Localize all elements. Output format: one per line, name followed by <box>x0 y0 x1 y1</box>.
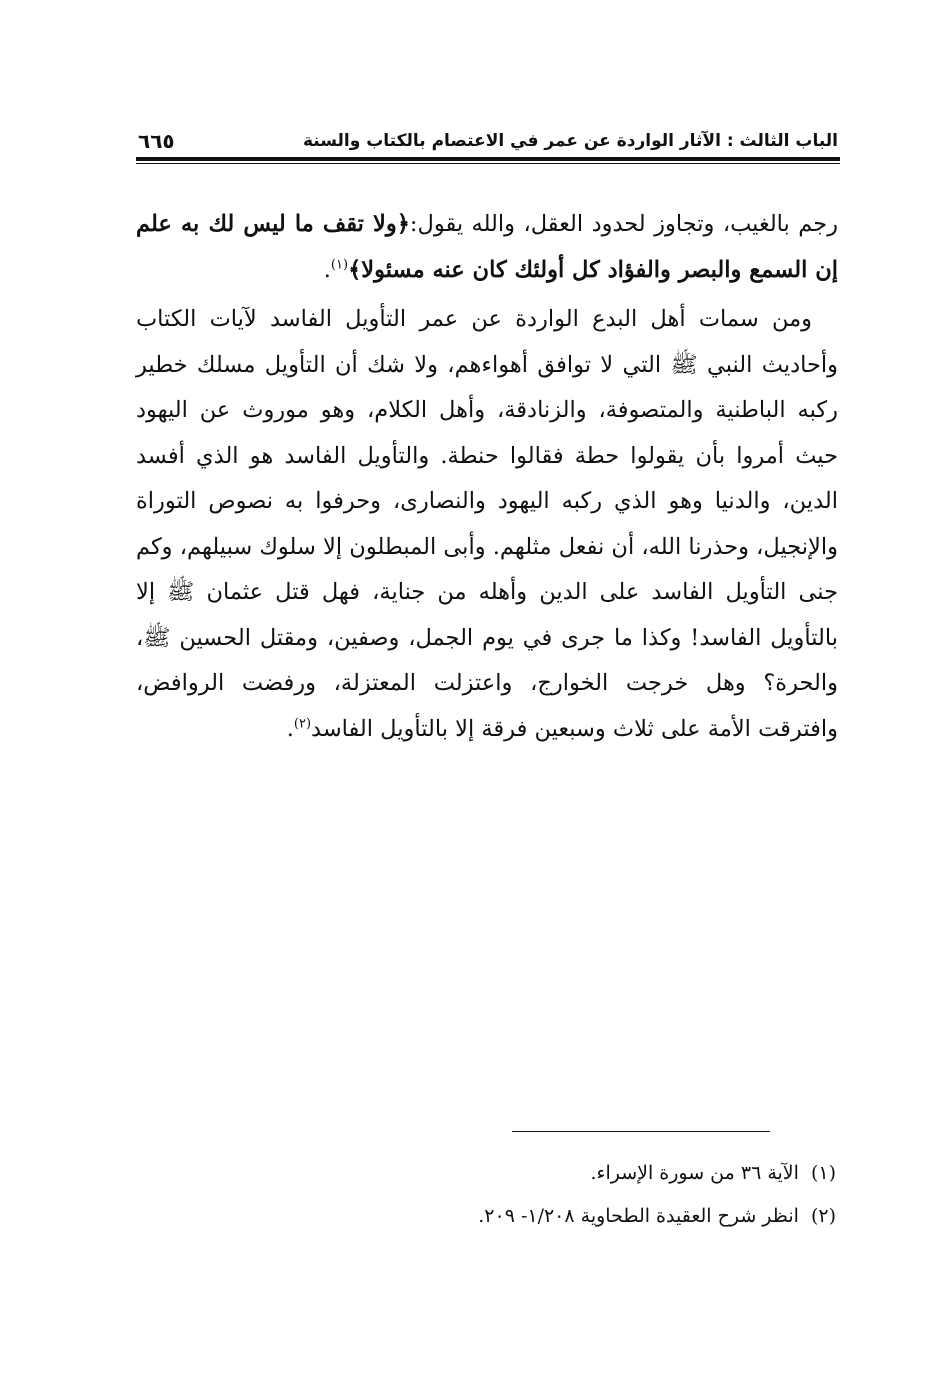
page-number: ٦٦٥ <box>138 129 175 153</box>
header-rule-thick <box>136 157 840 161</box>
header-rule-thin <box>136 163 840 164</box>
footnote-text: انظر شرح العقيدة الطحاوية ١/٢٠٨- ٢٠٩. <box>478 1205 799 1227</box>
footnote-text: الآية ٣٦ من سورة الإسراء. <box>590 1162 799 1184</box>
quran-verse: ﴿ولا تقف ما ليس لك به علم إن السمع والبصر والفؤاد كل أولئك كان عنه مسئولا﴾ <box>136 211 838 283</box>
main-text <box>136 202 838 752</box>
running-header <box>138 124 838 158</box>
paragraph-1-intro: رجم بالغيب، وتجاوز لحدود العقل، والله يقول: <box>409 211 838 237</box>
footnote-number: (٢) <box>810 1205 836 1227</box>
chapter-title: الباب الثالث : الآثار الواردة عن عمر في الاعتصام بالكتاب والسنة <box>302 131 838 151</box>
footnotes <box>300 1152 836 1238</box>
footnote-1 <box>300 1152 836 1195</box>
footnote-ref-1[interactable]: (١) <box>330 257 349 272</box>
paragraph-2 <box>136 297 838 752</box>
paragraph-1-end: . <box>323 256 331 283</box>
footnote-number: (١) <box>810 1162 836 1184</box>
paragraph-2-text: ومن سمات أهل البدع الواردة عن عمر التأويل الفاسد لآيات الكتاب وأحاديث النبي ﷺ التي لا توافق أهواءهم، ولا شك أن التأويل مسلك خطير ركبه الباطنية والمتصوفة، والزنادقة، وأهل الكلام، وهو موروث عن اليهود حيث أمروا بأن يقولوا حطة فقالوا حنطة. والتأويل الفاسد هو الذي أفسد الدين، والدنيا وهو الذي ركبه اليهود والنصارى، وحرفوا به نصوص التوراة والإنجيل، وحذرنا الله، أن نفعل مثلهم. وأبى المبطلون إلا سلوك سبيلهم، وكم جنى التأويل الفاسد على الدين وأهله من جناية، فهل قتل عثمان ﷺ إلا بالتأويل الفاسد! وكذا ما جرى في يوم الجمل، وصفين، ومقتل الحسين ﷺ، والحرة؟ وهل خرجت الخوارج، واعتزلت المعتزلة، ورفضت الروافض، وافترقت الأمة على ثلاث وسبعين فرقة إلا بالتأويل الفاسد <box>136 306 838 742</box>
paragraph-2-end: . <box>286 715 294 742</box>
paragraph-1 <box>136 202 838 293</box>
footnote-2 <box>300 1195 836 1238</box>
footnote-ref-2[interactable]: (٢) <box>293 716 312 731</box>
footnote-separator <box>512 1131 770 1132</box>
